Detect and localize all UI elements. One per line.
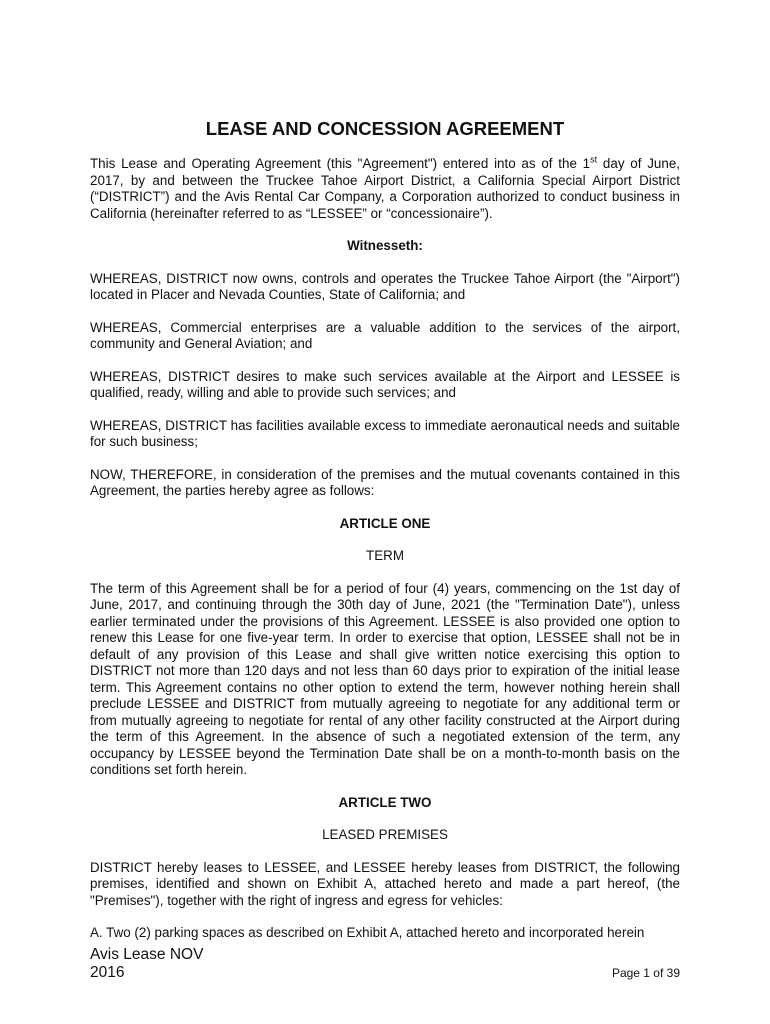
intro-text-part1: This Lease and Operating Agreement (this "Agreement") entered into as of the 1: [90, 156, 591, 171]
whereas-paragraph-2: WHEREAS, Commercial enterprises are a valuable addition to the services of the airport, community and General Aviation; and: [90, 319, 680, 351]
footer-line-2: 2016: [90, 964, 125, 981]
witnesseth-heading: Witnesseth:: [347, 238, 423, 253]
intro-text-part2: day of June, 2017, by and between the Truckee Tahoe Airport District, a California Special Airport District (“DISTRICT”) and the Avis Rental Car Company, a Corporation authorized to conduct business in California (hereinafter referred to as “LESSEE” or “concessionaire”).: [90, 156, 680, 221]
article-one-body: The term of this Agreement shall be for a period of four (4) years, commencing on the 1st day of June, 2017, and continuing through the 30th day of June, 2021 (the "Termination Date"), unless earlier terminated under the provisions of this Agreement. LESSEE is also provided one option to renew this Lease for one five-year term. In order to exercise that option, LESSEE shall not be in default of any provision of this Lease and shall give written notice exercising this option to DISTRICT not more than 120 days and not less than 60 days prior to expiration of the initial lease term. This Agreement contains no other option to extend the term, however nothing herein shall preclude LESSEE and DISTRICT from mutually agreeing to negotiate for any additional term or from mutually agreeing to negotiate for rental of any other facility constructed at the Airport during the term of this Agreement. In the absence of such a negotiated extension of the term, any occupancy by LESSEE beyond the Termination Date shall be on a month-to-month basis on the conditions set forth herein.: [90, 580, 680, 777]
article-one-heading: ARTICLE ONE: [339, 515, 431, 531]
whereas-paragraph-4: WHEREAS, DISTRICT has facilities available excess to immediate aeronautical needs and suitable for such business;: [90, 417, 680, 449]
article-two-body: DISTRICT hereby leases to LESSEE, and LESSEE hereby leases from DISTRICT, the following premises, identified and shown on Exhibit A, attached hereto and made a part hereof, (the "Premises"), together with the right of ingress and egress for vehicles:: [90, 859, 680, 908]
article-one-subheading: TERM: [366, 548, 404, 563]
document-body: [90, 118, 680, 958]
intro-superscript: st: [590, 154, 598, 165]
whereas-paragraph-3: WHEREAS, DISTRICT desires to make such services available at the Airport and LESSEE is qualified, ready, willing and able to provide such services; and: [90, 368, 680, 400]
whereas-paragraph-1: WHEREAS, DISTRICT now owns, controls and operates the Truckee Tahoe Airport (the "Airport") located in Placer and Nevada Counties, State of California; and: [90, 270, 680, 302]
article-two-heading: ARTICLE TWO: [338, 794, 432, 810]
article-two-subheading: LEASED PREMISES: [322, 827, 448, 842]
now-therefore-paragraph: NOW, THEREFORE, in consideration of the premises and the mutual covenants contained in this Agreement, the parties hereby agree as follows:: [90, 466, 680, 498]
footer-line-1: Avis Lease NOV: [90, 946, 204, 963]
footer-document-label: [90, 946, 203, 982]
intro-paragraph: [90, 156, 680, 222]
article-two-item-a: A. Two (2) parking spaces as described on Exhibit A, attached hereto and incorporated herein: [90, 925, 645, 940]
document-title: LEASE AND CONCESSION AGREEMENT: [205, 118, 565, 139]
page-number: Page 1 of 39: [611, 966, 680, 980]
